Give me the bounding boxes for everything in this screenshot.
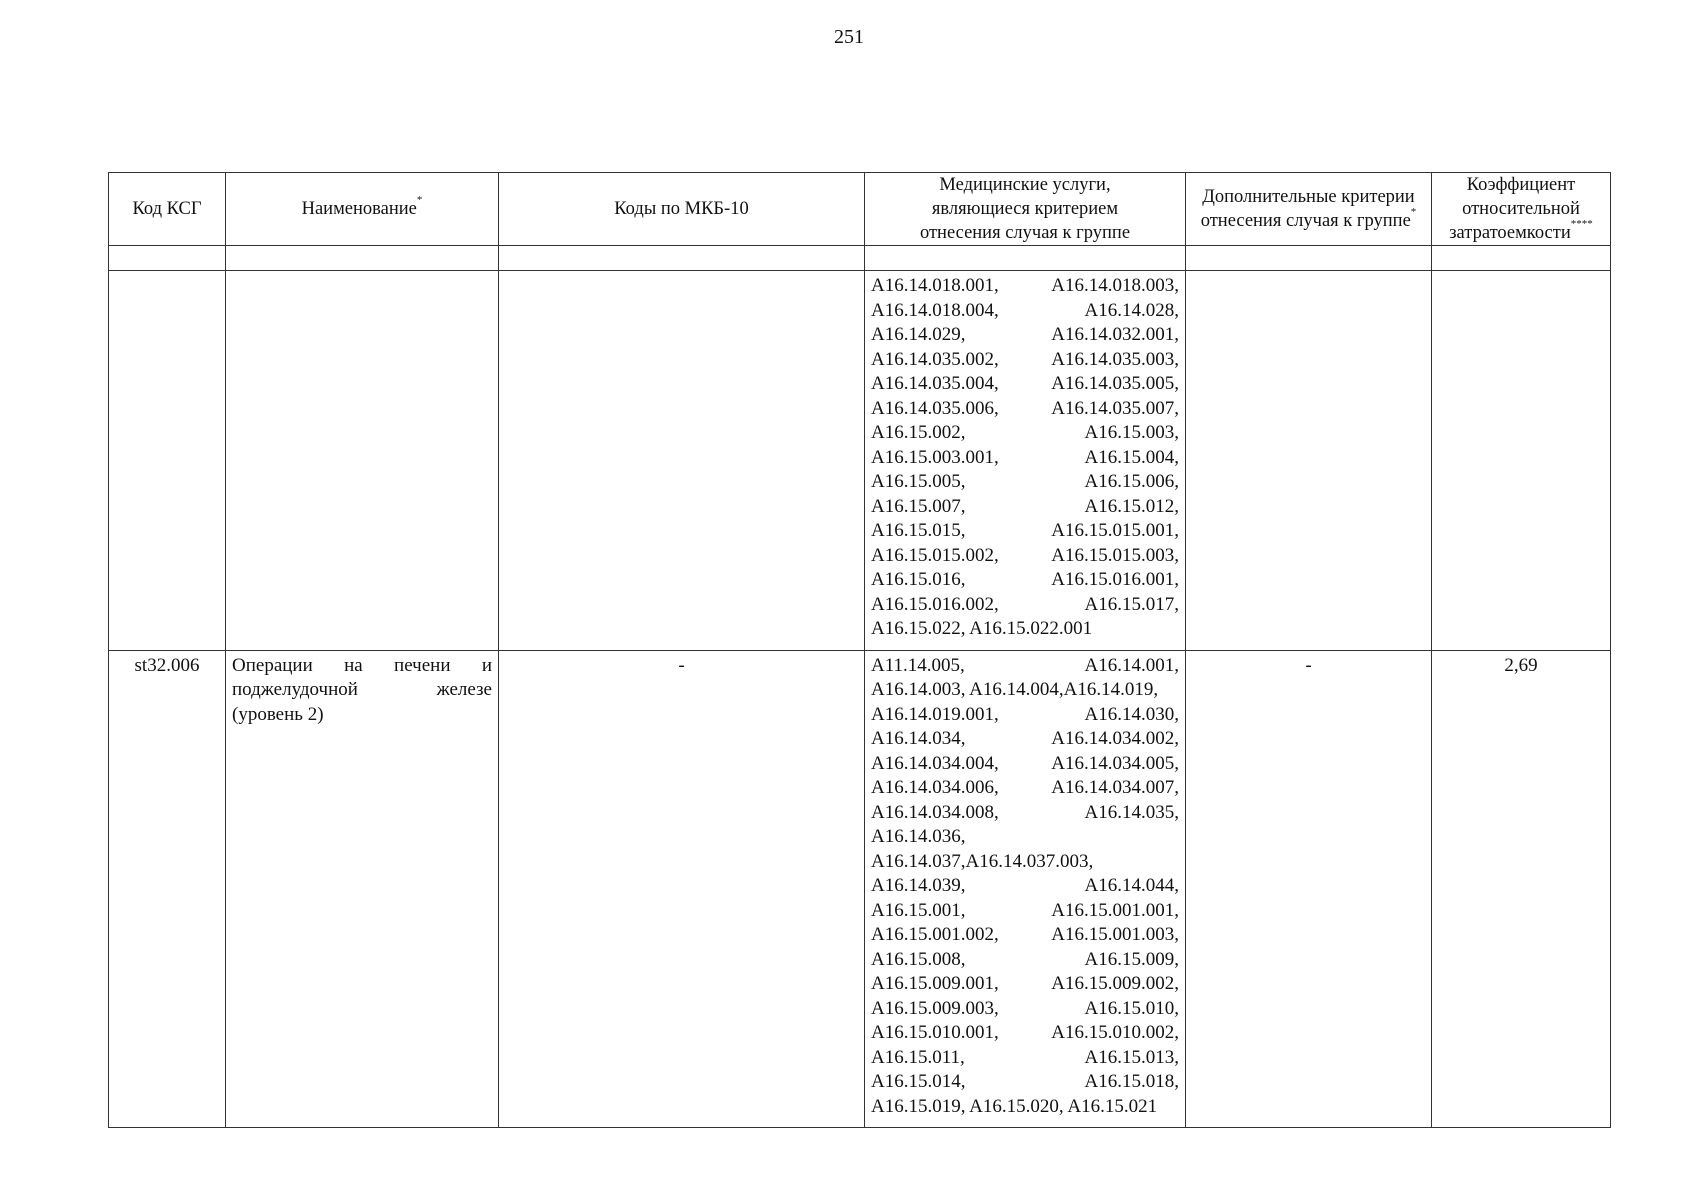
footnote-mark: * — [1410, 205, 1417, 218]
service-code: A16.15.018, — [1084, 1071, 1179, 1092]
service-line — [871, 874, 1179, 899]
cell-extra-criteria: - — [1186, 650, 1432, 1128]
service-code: A16.14.034.004, — [871, 752, 999, 774]
service-line — [871, 470, 1179, 495]
service-line: A16.15.022, A16.15.022.001 — [871, 618, 1093, 639]
service-code: A16.15.009.001, — [871, 973, 999, 994]
services-list — [865, 271, 1185, 650]
service-line — [871, 752, 1179, 777]
service-code: A16.15.001, — [871, 899, 966, 921]
service-code: A16.15.004, — [1084, 446, 1179, 468]
service-code: A11.14.005, — [871, 654, 965, 676]
service-line — [871, 972, 1179, 997]
service-line — [871, 727, 1179, 752]
header-extra-criteria: Дополнительные критерии отнесения случая к группе* — [1186, 173, 1432, 246]
service-code: A16.15.010.002, — [1051, 1022, 1179, 1043]
service-code: A16.14.034.008, — [871, 801, 999, 823]
service-code: A16.15.009.002, — [1051, 973, 1179, 994]
service-line — [871, 1070, 1179, 1095]
service-line — [871, 397, 1179, 422]
service-line — [871, 703, 1179, 728]
service-code: A16.14.018.004, — [871, 299, 999, 321]
service-code: A16.14.035.005, — [1051, 373, 1179, 394]
service-code: A16.14.035.006, — [871, 397, 999, 419]
service-line — [871, 801, 1179, 826]
service-code: A16.14.018.003, — [1051, 275, 1179, 296]
service-line — [871, 568, 1179, 593]
header-mkb: Коды по МКБ-10 — [499, 173, 865, 246]
name-line: поджелудочной железе — [232, 679, 492, 700]
service-line: A16.14.037,A16.14.037.003, — [871, 850, 1094, 872]
service-code: A16.15.013, — [1084, 1046, 1179, 1068]
service-code: A16.14.028, — [1084, 299, 1179, 321]
cell-extra-criteria — [1186, 271, 1432, 651]
service-code: A16.15.006, — [1084, 471, 1179, 492]
service-code: A16.14.034.006, — [871, 777, 999, 798]
service-code: A16.15.001.003, — [1051, 924, 1179, 945]
cell-services — [865, 650, 1186, 1128]
service-line — [871, 274, 1179, 299]
cell-coefficient — [1432, 271, 1611, 651]
service-line — [871, 899, 1179, 924]
service-code: A16.15.009.003, — [871, 997, 999, 1019]
service-code: A16.15.008, — [871, 948, 966, 970]
service-line — [871, 1021, 1179, 1046]
cell-coefficient: 2,69 — [1432, 650, 1611, 1128]
service-code: A16.15.015.001, — [1051, 520, 1179, 541]
service-code: A16.15.016.002, — [871, 593, 999, 615]
service-code: A16.15.015, — [871, 520, 966, 541]
service-code: A16.14.032.001, — [1051, 324, 1179, 345]
service-code: A16.15.012, — [1084, 495, 1179, 517]
table-header-spacer-row — [109, 246, 1611, 271]
service-line — [871, 948, 1179, 973]
name-line: Операции на печени и — [232, 654, 492, 676]
service-code: A16.15.003.001, — [871, 446, 999, 468]
service-line — [871, 654, 1179, 679]
service-code: A16.14.044, — [1084, 875, 1179, 896]
header-coefficient: Коэффициент относительной затратоемкости**** — [1432, 173, 1611, 246]
service-code: A16.14.035.007, — [1051, 397, 1179, 419]
service-code: A16.14.018.001, — [871, 275, 999, 296]
service-code: A16.14.030, — [1084, 703, 1179, 725]
service-code: A16.14.035.004, — [871, 373, 999, 394]
service-code: A16.15.010, — [1084, 997, 1179, 1019]
service-line: A16.14.036, — [871, 826, 966, 847]
service-code: A16.15.015.002, — [871, 544, 999, 566]
service-code: A16.15.005, — [871, 471, 966, 492]
service-code: A16.15.015.003, — [1051, 544, 1179, 566]
cell-mkb — [499, 271, 865, 651]
service-code: A16.15.007, — [871, 495, 966, 517]
service-line: A16.15.019, A16.15.020, A16.15.021 — [871, 1095, 1158, 1117]
ksg-table — [108, 172, 1611, 1128]
service-code: A16.15.017, — [1084, 593, 1179, 615]
service-code: A16.15.011, — [871, 1046, 965, 1068]
footnote-mark: **** — [1570, 217, 1593, 230]
service-code: A16.15.002, — [871, 422, 966, 443]
service-line — [871, 678, 1179, 703]
service-line — [871, 299, 1179, 324]
service-code: A16.15.016, — [871, 569, 966, 590]
service-code: A16.14.034.007, — [1051, 777, 1179, 798]
footnote-mark: * — [416, 193, 423, 206]
service-code: A16.15.014, — [871, 1071, 966, 1092]
service-code: A16.14.019.001, — [871, 703, 999, 725]
service-code: A16.14.039, — [871, 875, 966, 896]
page-number: 251 — [834, 26, 864, 48]
service-code: A16.14.035.003, — [1051, 348, 1179, 370]
service-code: A16.14.035.002, — [871, 348, 999, 370]
service-line — [871, 593, 1179, 618]
header-services: Медицинские услуги, являющиеся критерием отнесения случая к группе — [865, 173, 1186, 246]
cell-name — [226, 650, 499, 1128]
service-code: A16.14.003, A16.14.004,A16.14.019, — [871, 679, 1159, 700]
service-line — [871, 372, 1179, 397]
service-line — [871, 544, 1179, 569]
service-line — [871, 495, 1179, 520]
service-line — [871, 923, 1179, 948]
service-line — [871, 421, 1179, 446]
service-code: A16.15.003, — [1084, 422, 1179, 443]
table-row — [109, 271, 1611, 651]
cell-services — [865, 271, 1186, 651]
service-code: A16.14.034.005, — [1051, 752, 1179, 774]
service-line — [871, 776, 1179, 801]
service-line — [871, 323, 1179, 348]
service-code: A16.14.001, — [1084, 654, 1179, 676]
service-code: A16.14.029, — [871, 324, 966, 345]
table-row — [109, 650, 1611, 1128]
service-code: A16.15.001.002, — [871, 924, 999, 945]
service-line — [871, 348, 1179, 373]
service-code: A16.15.010.001, — [871, 1022, 999, 1043]
service-code: A16.15.016.001, — [1051, 569, 1179, 590]
service-line — [871, 1046, 1179, 1071]
service-line — [871, 519, 1179, 544]
header-name: Наименование* — [226, 173, 499, 246]
cell-name — [226, 271, 499, 651]
service-code: A16.15.001.001, — [1051, 899, 1179, 921]
cell-code: st32.006 — [109, 650, 226, 1128]
cell-mkb: - — [499, 650, 865, 1128]
service-code: A16.14.034, — [871, 728, 966, 749]
service-code: A16.14.034.002, — [1051, 728, 1179, 749]
cell-code — [109, 271, 226, 651]
service-line — [871, 997, 1179, 1022]
service-line — [871, 446, 1179, 471]
table-header-row — [109, 173, 1611, 246]
service-code: A16.14.035, — [1084, 801, 1179, 823]
services-list — [865, 651, 1185, 1128]
header-code: Код КСГ — [109, 173, 226, 246]
service-code: A16.15.009, — [1084, 948, 1179, 970]
name-line: (уровень 2) — [232, 703, 324, 725]
